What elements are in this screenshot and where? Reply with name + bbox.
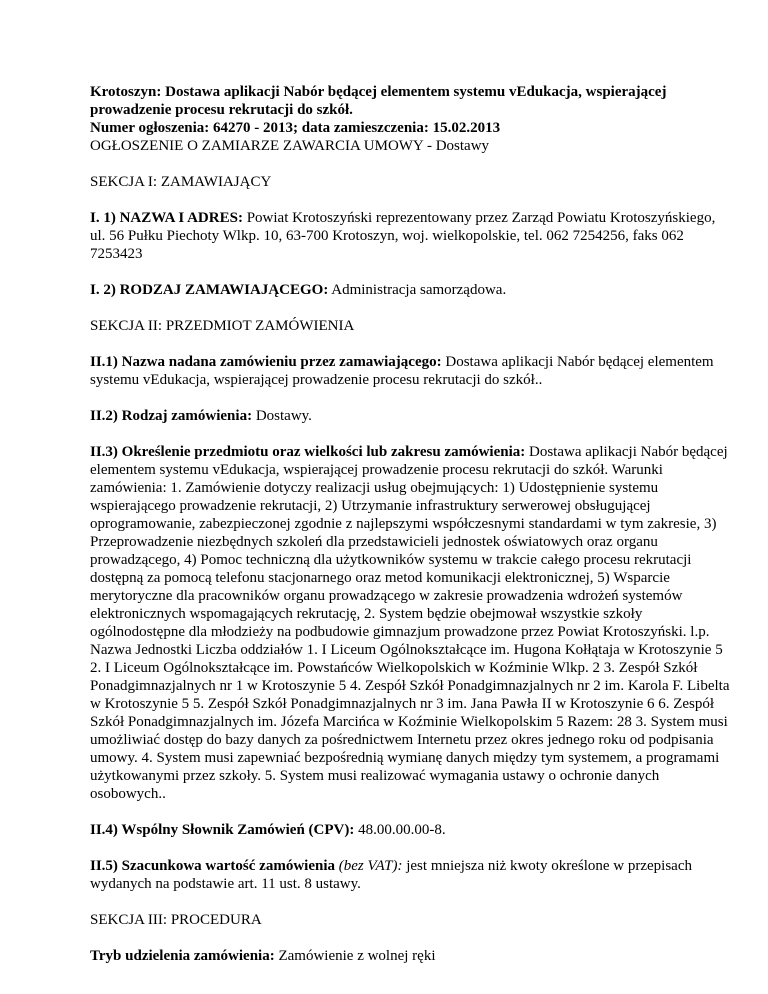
section1-name-address (90, 209, 730, 263)
section3-heading: SEKCJA III: PROCEDURA (90, 912, 262, 928)
section1-heading-block (90, 173, 730, 191)
section2-heading: SEKCJA II: PRZEDMIOT ZAMÓWIENIA (90, 318, 355, 334)
section2-kind-label: II.2) Rodzaj zamówienia: (90, 408, 253, 424)
notice-header (90, 83, 730, 155)
section3-procedure-mode (90, 947, 730, 965)
section2-scope-label: II.3) Określenie przedmiotu oraz wielkości lub zakresu zamówienia: (90, 444, 526, 460)
section2-heading-block (90, 317, 730, 335)
section1-name-value: Powiat Krotoszyński reprezentowany przez Zarząd Powiatu Krotoszyńskiego, ul. 56 Pułku Piechoty Wlkp. 10, 63-700 Krotoszyn, woj. wielkopolskie, tel. 062 7254256, faks 062 7253423 (90, 210, 716, 262)
section2-name-value: Dostawa aplikacji Nabór będącej elementem systemu vEdukacja, wspierającej prowadzenie procesu rekrutacji do szkół.. (90, 354, 714, 388)
section1-heading: SEKCJA I: ZAMAWIAJĄCY (90, 174, 272, 190)
section2-order-name (90, 353, 730, 389)
section2-value-vat-note: (bez VAT): (335, 858, 403, 874)
section1-name-label: I. 1) NAZWA I ADRES: (90, 210, 243, 226)
section2-scope-value: Dostawa aplikacji Nabór będącej elementem systemu vEdukacja, wspierającej prowadzenie procesu rekrutacji do szkół. Warunki zamówienia: 1. Zamówienie dotyczy realizacji usług obejmujących: 1) Udostępnienie systemu wspierającego prowadzenie rekrutacji, 2) Utrzymanie infrastruktury serwerowej obsługującej oprogramowanie, zabezpieczonej zgodnie z najlepszymi współczesnymi standardami w tym zakresie, 3) Przeprowadzenie niezbędnych szkoleń dla przedstawicieli jednostek oświatowych oraz organu prowadzącego, 4) Pomoc techniczną dla użytkowników systemu w trakcie całego procesu rekrutacji dostępną za pomocą telefonu stacjonarnego oraz metod komunikacji elektronicznej, 5) Wsparcie merytoryczne dla pracowników organu prowadzącego w zakresie prowadzenia wdrożeń systemów elektronicznych wspomagających rekrutację, 2. System będzie obejmował wszystkie szkoły ogólnodostępne dla młodzieży na podbudowie gimnazjum prowadzone przez Powiat Krotoszyński. l.p. Nazwa Jednostki Liczba oddziałów 1. I Liceum Ogólnokształcące im. Hugona Kołłątaja w Krotoszynie 5 2. I Liceum Ogólnokształcące im. Powstańców Wielkopolskich w Koźminie Wlkp. 2 3. Zespół Szkół Ponadgimnazjalnych nr 1 w Krotoszynie 5 4. Zespół Szkół Ponadgimnazjalnych nr 2 im. Karola F. Libelta w Krotoszynie 5 5. Zespół Szkół Ponadgimnazjalnych nr 3 im. Jana Pawła II w Krotoszynie 6 6. Zespół Szkół Ponadgimnazjalnych im. Józefa Marcińca w Koźminie Wielkopolskim 5 Razem: 28 3. System musi umożliwiać dostęp do bazy danych za pośrednictwem Internetu przez okres jednego roku od podpisania umowy. 4. System musi zapewniać bezpośrednią wymianę danych między tym systemem, a programami użytkowanymi przez szkoły. 5. System musi realizować wymagania ustawy o ochronie danych osobowych.. (90, 444, 730, 802)
section2-name-label: II.1) Nazwa nadana zamówieniu przez zamawiającego: (90, 354, 442, 370)
notice-number-line: Numer ogłoszenia: 64270 - 2013; data zamieszczenia: 15.02.2013 (90, 120, 501, 136)
section1-type-label: I. 2) RODZAJ ZAMAWIAJĄCEGO: (90, 282, 329, 298)
document-page (90, 83, 730, 965)
section1-contracting-type (90, 281, 730, 299)
section2-kind-value: Dostawy. (252, 408, 312, 424)
section3-heading-block (90, 911, 730, 929)
section1-type-value: Administracja samorządowa. (328, 282, 507, 298)
section2-value-label: II.5) Szacunkowa wartość zamówienia (90, 858, 335, 874)
section2-estimated-value (90, 857, 730, 893)
section2-cpv-label: II.4) Wspólny Słownik Zamówień (CPV): (90, 822, 355, 838)
section2-cpv-value: 48.00.00.00-8. (354, 822, 446, 838)
notice-title: Krotoszyn: Dostawa aplikacji Nabór będącej elementem systemu vEdukacja, wspierającej prowadzenie procesu rekrutacji do szkół. (90, 84, 667, 118)
notice-type: OGŁOSZENIE O ZAMIARZE ZAWARCIA UMOWY - Dostawy (90, 138, 490, 154)
section2-cpv (90, 821, 730, 839)
section2-order-scope (90, 443, 730, 803)
section3-mode-label: Tryb udzielenia zamówienia: (90, 948, 275, 964)
section3-mode-value: Zamówienie z wolnej ręki (274, 948, 436, 964)
section2-value-value: jest mniejsza niż kwoty określone w przepisach wydanych na podstawie art. 11 ust. 8 ustawy. (90, 858, 692, 892)
section2-order-kind (90, 407, 730, 425)
